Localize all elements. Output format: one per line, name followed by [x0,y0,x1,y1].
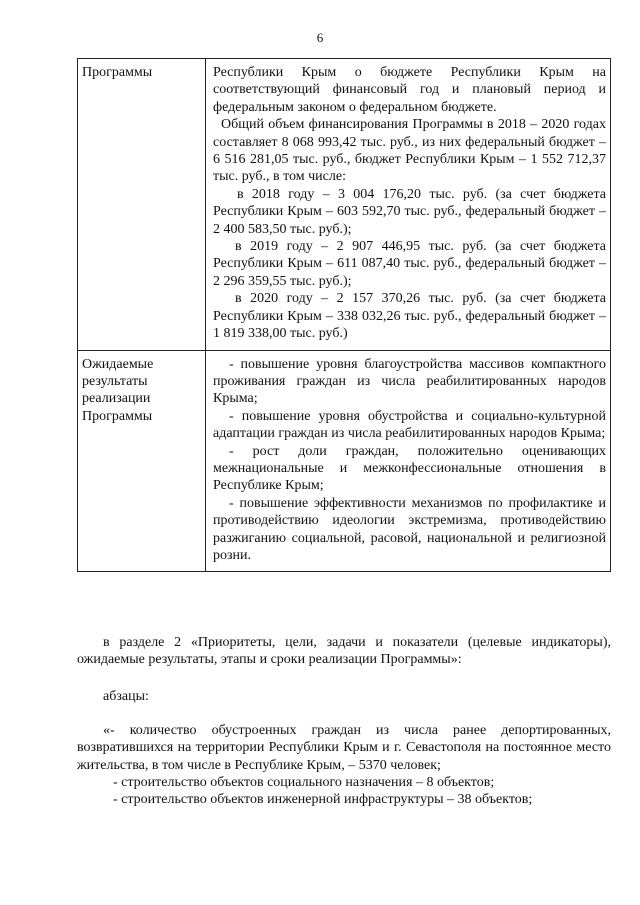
financing-paragraph-2020: в 2020 году – 2 157 370,26 тыс. руб. (за счет бюджета Республики Крым – 338 032,26 тыс. руб., федеральный бюджет – 1 819 338,00 тыс. руб.) [213,291,606,342]
row-label-financing: Программы [78,59,206,351]
financing-paragraph-2019: в 2019 году – 2 907 446,95 тыс. руб. (за счет бюджета Республики Крым – 611 087,40 тыс. руб., федеральный бюджет – 2 296 359,55 тыс. руб.); [213,239,606,289]
list-item-engineering-objects: - строительство объектов инженерной инфраструктуры – 38 объектов; [113,792,533,807]
paragraphs-label: абзацы: [103,689,149,704]
row-content-expected-results [206,350,611,572]
row-label-expected-results: Ожидаемые результаты реализации Программы [78,350,206,572]
table-row-financing [78,59,611,351]
quote-paragraph: «- количество обустроенных граждан из числа ранее депортированных, возвратившихся на территории Республики Крым и г. Севастополя на постоянное место жительства, в том числе в Республике Крым, – 5370 человек; [77,723,611,773]
financing-paragraph-2018: в 2018 году – 3 004 176,20 тыс. руб. (за счет бюджета Республики Крым – 603 592,70 тыс. руб., федеральный бюджет – 2 400 583,50 тыс. руб.); [213,186,606,237]
row-content-financing [206,59,611,351]
result-item-improvement: - повышение уровня благоустройства массивов компактного проживания граждан из числа реабилитированных народов Крыма; [213,356,606,407]
financing-paragraph-intro: Республики Крым о бюджете Республики Крым на соответствующий финансовый год и плановый период и федеральным законом о федеральном бюджете. [213,65,606,115]
result-item-extremism: - повышение эффективности механизмов по профилактике и противодействию идеологии экстремизма, противодействию разжиганию социальной, расовой, национальной и религиозной розни. [213,495,606,563]
financing-paragraph-total: Общий объем финансирования Программы в 2018 – 2020 годах составляет 8 068 993,42 тыс. руб., из них федеральный бюджет – 6 516 281,05 тыс. руб., бюджет Республики Крым – 1 552 712,37 тыс. руб., в том числе: [213,117,606,185]
page-number: 6 [316,30,324,45]
table-row-expected-results [78,350,611,572]
result-item-relations: - рост доли граждан, положительно оценивающих межнациональные и межконфессиональные отношения в Республике Крым; [213,443,606,494]
result-item-adaptation: - повышение уровня обустройства и социально-культурной адаптации граждан из числа реабилитированных народов Крыма; [213,408,606,442]
list-item-social-objects: - строительство объектов социального назначения – 8 объектов; [113,775,495,790]
section-intro-paragraph: в разделе 2 «Приоритеты, цели, задачи и показатели (целевые индикаторы), ожидаемые результаты, этапы и сроки реализации Программы»: [77,635,611,668]
program-passport-table [77,58,611,572]
